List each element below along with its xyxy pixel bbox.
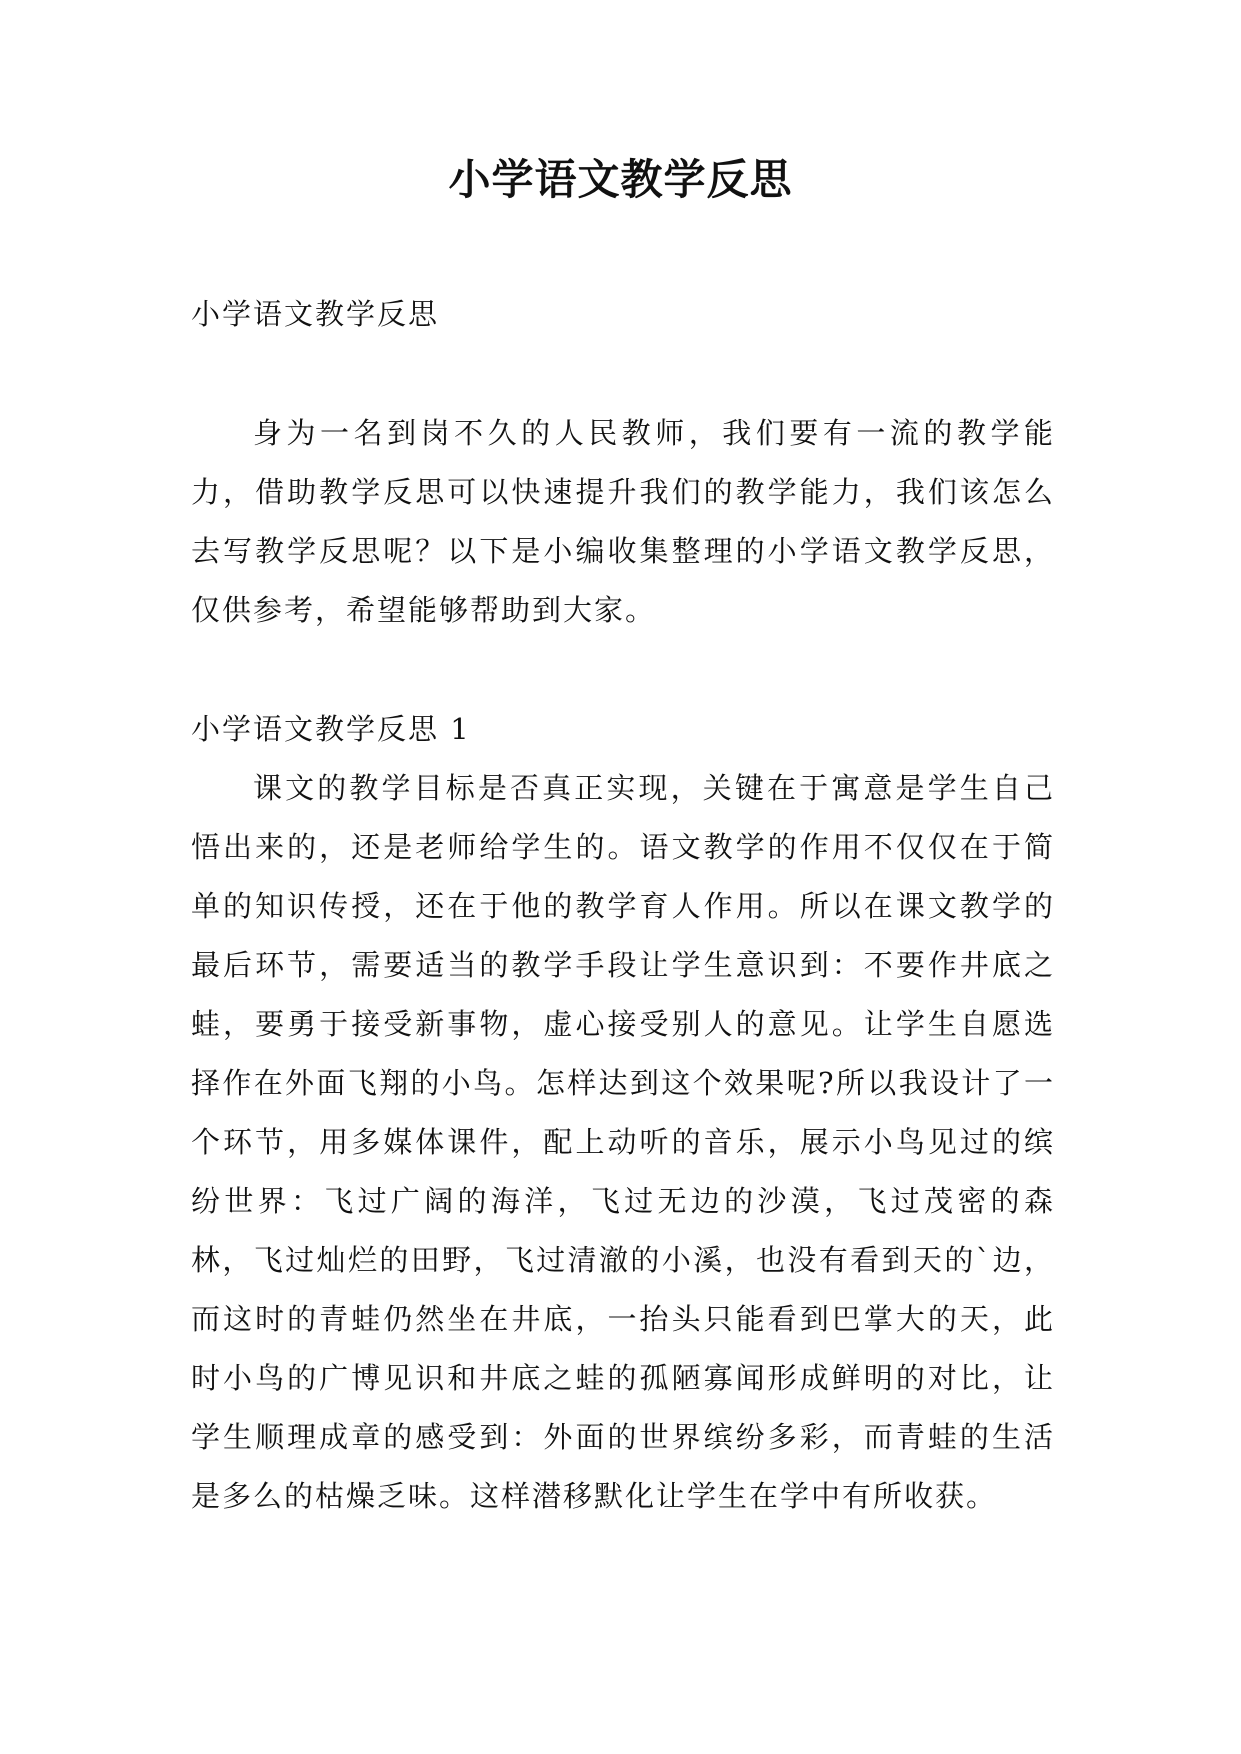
section-heading: 小学语文教学反思 1 xyxy=(191,712,471,746)
intro-paragraph: 身为一名到岗不久的人民教师，我们要有一流的教学能力，借助教学反思可以快速提升我们的教学能力，我们该怎么去写教学反思呢？以下是小编收集整理的小学语文教学反思，仅供参考，希望能够帮助到大家。 xyxy=(191,416,1055,627)
spacer xyxy=(191,344,1055,404)
document-title: 小学语文教学反思 xyxy=(448,155,793,204)
document-subtitle: 小学语文教学反思 xyxy=(191,297,440,331)
document-body xyxy=(191,285,1055,1526)
section-paragraph: 课文的教学目标是否真正实现，关键在于寓意是学生自己悟出来的，还是老师给学生的。语文教学的作用不仅仅在于简单的知识传授，还在于他的教学育人作用。所以在课文教学的最后环节，需要适当的教学手段让学生意识到：不要作井底之蛙，要勇于接受新事物，虚心接受别人的意见。让学生自愿选择作在外面飞翔的小鸟。怎样达到这个效果呢?所以我设计了一个环节，用多媒体课件，配上动听的音乐，展示小鸟见过的缤纷世界：飞过广阔的海洋，飞过无边的沙漠，飞过茂密的森林，飞过灿烂的田野，飞过清澈的小溪，也没有看到天的`边，而这时的青蛙仍然坐在井底，一抬头只能看到巴掌大的天，此时小鸟的广博见识和井底之蛙的孤陋寡闻形成鲜明的对比，让学生顺理成章的感受到：外面的世界缤纷多彩，而青蛙的生活是多么的枯燥乏味。这样潜移默化让学生在学中有所收获。 xyxy=(191,771,1055,1513)
spacer xyxy=(191,640,1055,700)
